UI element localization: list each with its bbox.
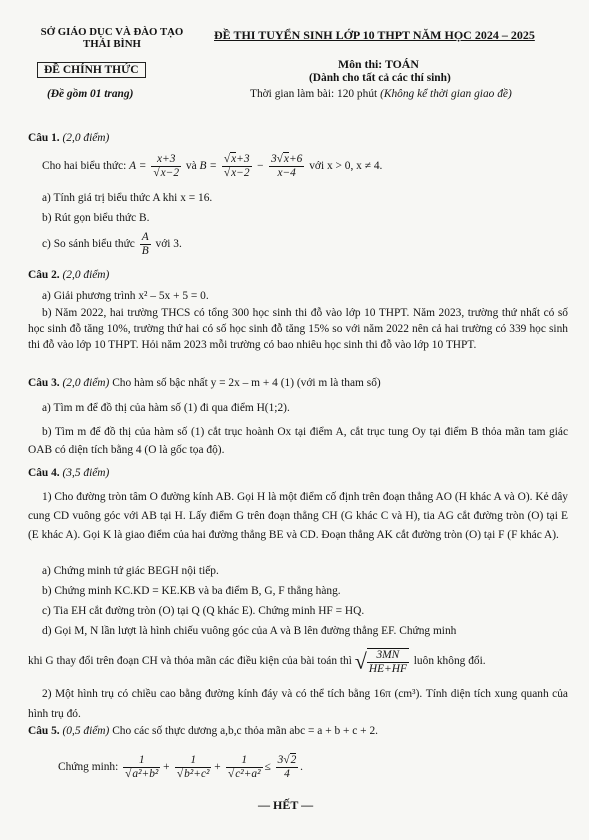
inequality-expression: $\frac{1}{\text{√a²+b²}}$ + $\frac{1}{\text{√b²+c²}}$ + $\frac{1}{\text{√c²+a²}}$ ≤ $\frac{3√2}{4}$ . — [125, 753, 304, 780]
q3-title: Câu 3. — [28, 377, 60, 389]
q2-points: (2,0 điểm) — [62, 269, 110, 281]
q5-points: (0,5 điểm) — [62, 725, 110, 737]
q4-part-d1: d) Gọi M, N lần lượt là hình chiếu vuông góc của A và B lên đường thẳng EF. Chứng minh — [42, 625, 457, 637]
time-label: Thời gian làm bài: 120 phút — [250, 88, 378, 100]
q1-intro: Cho hai biểu thức: — [42, 160, 127, 173]
time-limit — [250, 88, 512, 100]
department-line-1: SỞ GIÁO DỤC VÀ ĐÀO TẠO — [40, 26, 184, 38]
q2-part-b: b) Năm 2022, hai trường THCS có tổng 300 học sinh thi đỗ vào lớp 10 THPT. Năm 2023, trường thứ nhất có số học sinh đỗ tăng 10%, trường thứ hai có số học sinh đỗ tăng 15% so với năm 2022 nên cả hai trường có 339 học sinh thi đỗ vào lớp 10 THPT. Hỏi năm 2023 mỗi trường có bao nhiêu học sinh thi đỗ vào lớp 10 THPT. — [28, 307, 568, 351]
q4-part-1: 1) Cho đường tròn tâm O đường kính AB. Gọi H là một điểm cố định trên đoạn thẳng AO (H khác A và O). Kẻ dây cung CD vuông góc với AB tại H. Lấy điểm G trên đoạn thẳng CH (G khác C và H), tia AG cắt đường tròn (O) tại E (E khác A). Gọi K là giao điểm của hai đường thẳng BE và CD. Đoạn thẳng AK cắt đường tròn (O) tại F (F khác A). — [28, 491, 568, 541]
q1-expressions: Cho hai biểu thức: A = $\frac{x+3}{√x-2}$ và B = $\frac{√x+3}{√x-2}$ − $\frac{3√x+6}{x-4}$ với x > 0, x ≠ 4. — [42, 153, 383, 179]
q5-heading — [28, 724, 568, 739]
department-line-2: THÁI BÌNH — [83, 38, 141, 50]
q1-title: Câu 1. — [28, 132, 60, 144]
audience: (Dành cho tất cả các thí sinh) — [309, 72, 451, 84]
q1-part-c-post: với 3. — [155, 238, 182, 251]
q1-part-c — [42, 231, 582, 258]
q1-part-c-pre: c) So sánh biểu thức — [42, 238, 135, 251]
q4-part-a: a) Chứng minh tứ giác BEGH nội tiếp. — [42, 565, 219, 577]
q3-heading — [28, 376, 568, 391]
q4-heading — [28, 466, 568, 481]
expr-a: A = $\frac{x+3}{√x-2}$ — [129, 153, 180, 179]
q5-prove-label: Chứng minh: — [58, 761, 119, 773]
q4-part-d2-post: luôn không đổi. — [413, 655, 486, 667]
q3-intro: Cho hàm số bậc nhất y = 2x – m + 4 (1) (với m là tham số) — [112, 377, 381, 389]
q4-points: (3,5 điểm) — [62, 467, 110, 479]
q1-heading — [28, 131, 568, 146]
official-badge: ĐỀ CHÍNH THỨC — [37, 62, 146, 78]
q1-part-b: b) Rút gọn biểu thức B. — [42, 212, 150, 224]
q4-title: Câu 4. — [28, 467, 60, 479]
q4-part-c: c) Tia EH cắt đường tròn (O) tại Q (Q khác E). Chứng minh HF = HQ. — [42, 605, 365, 617]
q5-title: Câu 5. — [28, 725, 60, 737]
q3-points: (2,0 điểm) — [62, 377, 110, 389]
q5-intro: Cho các số thực dương a,b,c thỏa mãn abc = a + b + c + 2. — [112, 725, 378, 737]
exam-title: ĐỀ THI TUYỂN SINH LỚP 10 THPT NĂM HỌC 2024 – 2025 — [214, 28, 535, 42]
page-count: (Đề gồm 01 trang) — [47, 88, 134, 100]
q5-inequality — [58, 750, 589, 784]
subject: Môn thi: TOÁN — [338, 57, 419, 71]
q2-part-a: a) Giải phương trình x² – 5x + 5 = 0. — [42, 290, 209, 302]
q1-points: (2,0 điểm) — [62, 132, 110, 144]
end-marker: — HẾT — — [258, 798, 314, 812]
q2-title: Câu 2. — [28, 269, 60, 281]
q3-part-a: a) Tìm m để đồ thị của hàm số (1) đi qua điểm H(1;2). — [42, 402, 290, 414]
q3-part-b: b) Tìm m để đồ thị của hàm số (1) cắt trục hoành Ox tại điểm A, cắt trục tung Oy tại điểm B thỏa mãn tam giác OAB có diện tích bằng 4 (O là gốc tọa độ). — [28, 426, 568, 456]
q1-part-a: a) Tính giá trị biểu thức A khi x = 16. — [42, 192, 213, 204]
q4-part-d2 — [28, 646, 568, 677]
q4-part-2: 2) Một hình trụ có chiều cao bằng đường kính đáy và có thể tích bằng 16π (cm³). Tính diện tích xung quanh của hình trụ đó. — [28, 688, 568, 720]
time-note: (Không kể thời gian giao đề) — [380, 88, 512, 100]
q1-condition: với x > 0, x ≠ 4. — [309, 160, 383, 173]
department-name — [24, 26, 200, 50]
expr-b: B = $\frac{√x+3}{√x-2}$ − $\frac{3√x+6}{x-4}$ — [199, 153, 303, 179]
q4-part-d2-pre: khi G thay đổi trên đoạn CH và thỏa mãn các điều kiện của bài toán thì — [28, 655, 352, 667]
q4-part-b: b) Chứng minh KC.KD = KE.KB và ba điểm B, G, F thẳng hàng. — [42, 585, 341, 597]
q2-heading — [28, 268, 568, 283]
fraction-a-over-b: $\frac{A}{B}$ — [141, 231, 149, 257]
expr-sqrt-ratio: √ $\frac{3MN}{HE+HF}$ — [354, 648, 407, 675]
